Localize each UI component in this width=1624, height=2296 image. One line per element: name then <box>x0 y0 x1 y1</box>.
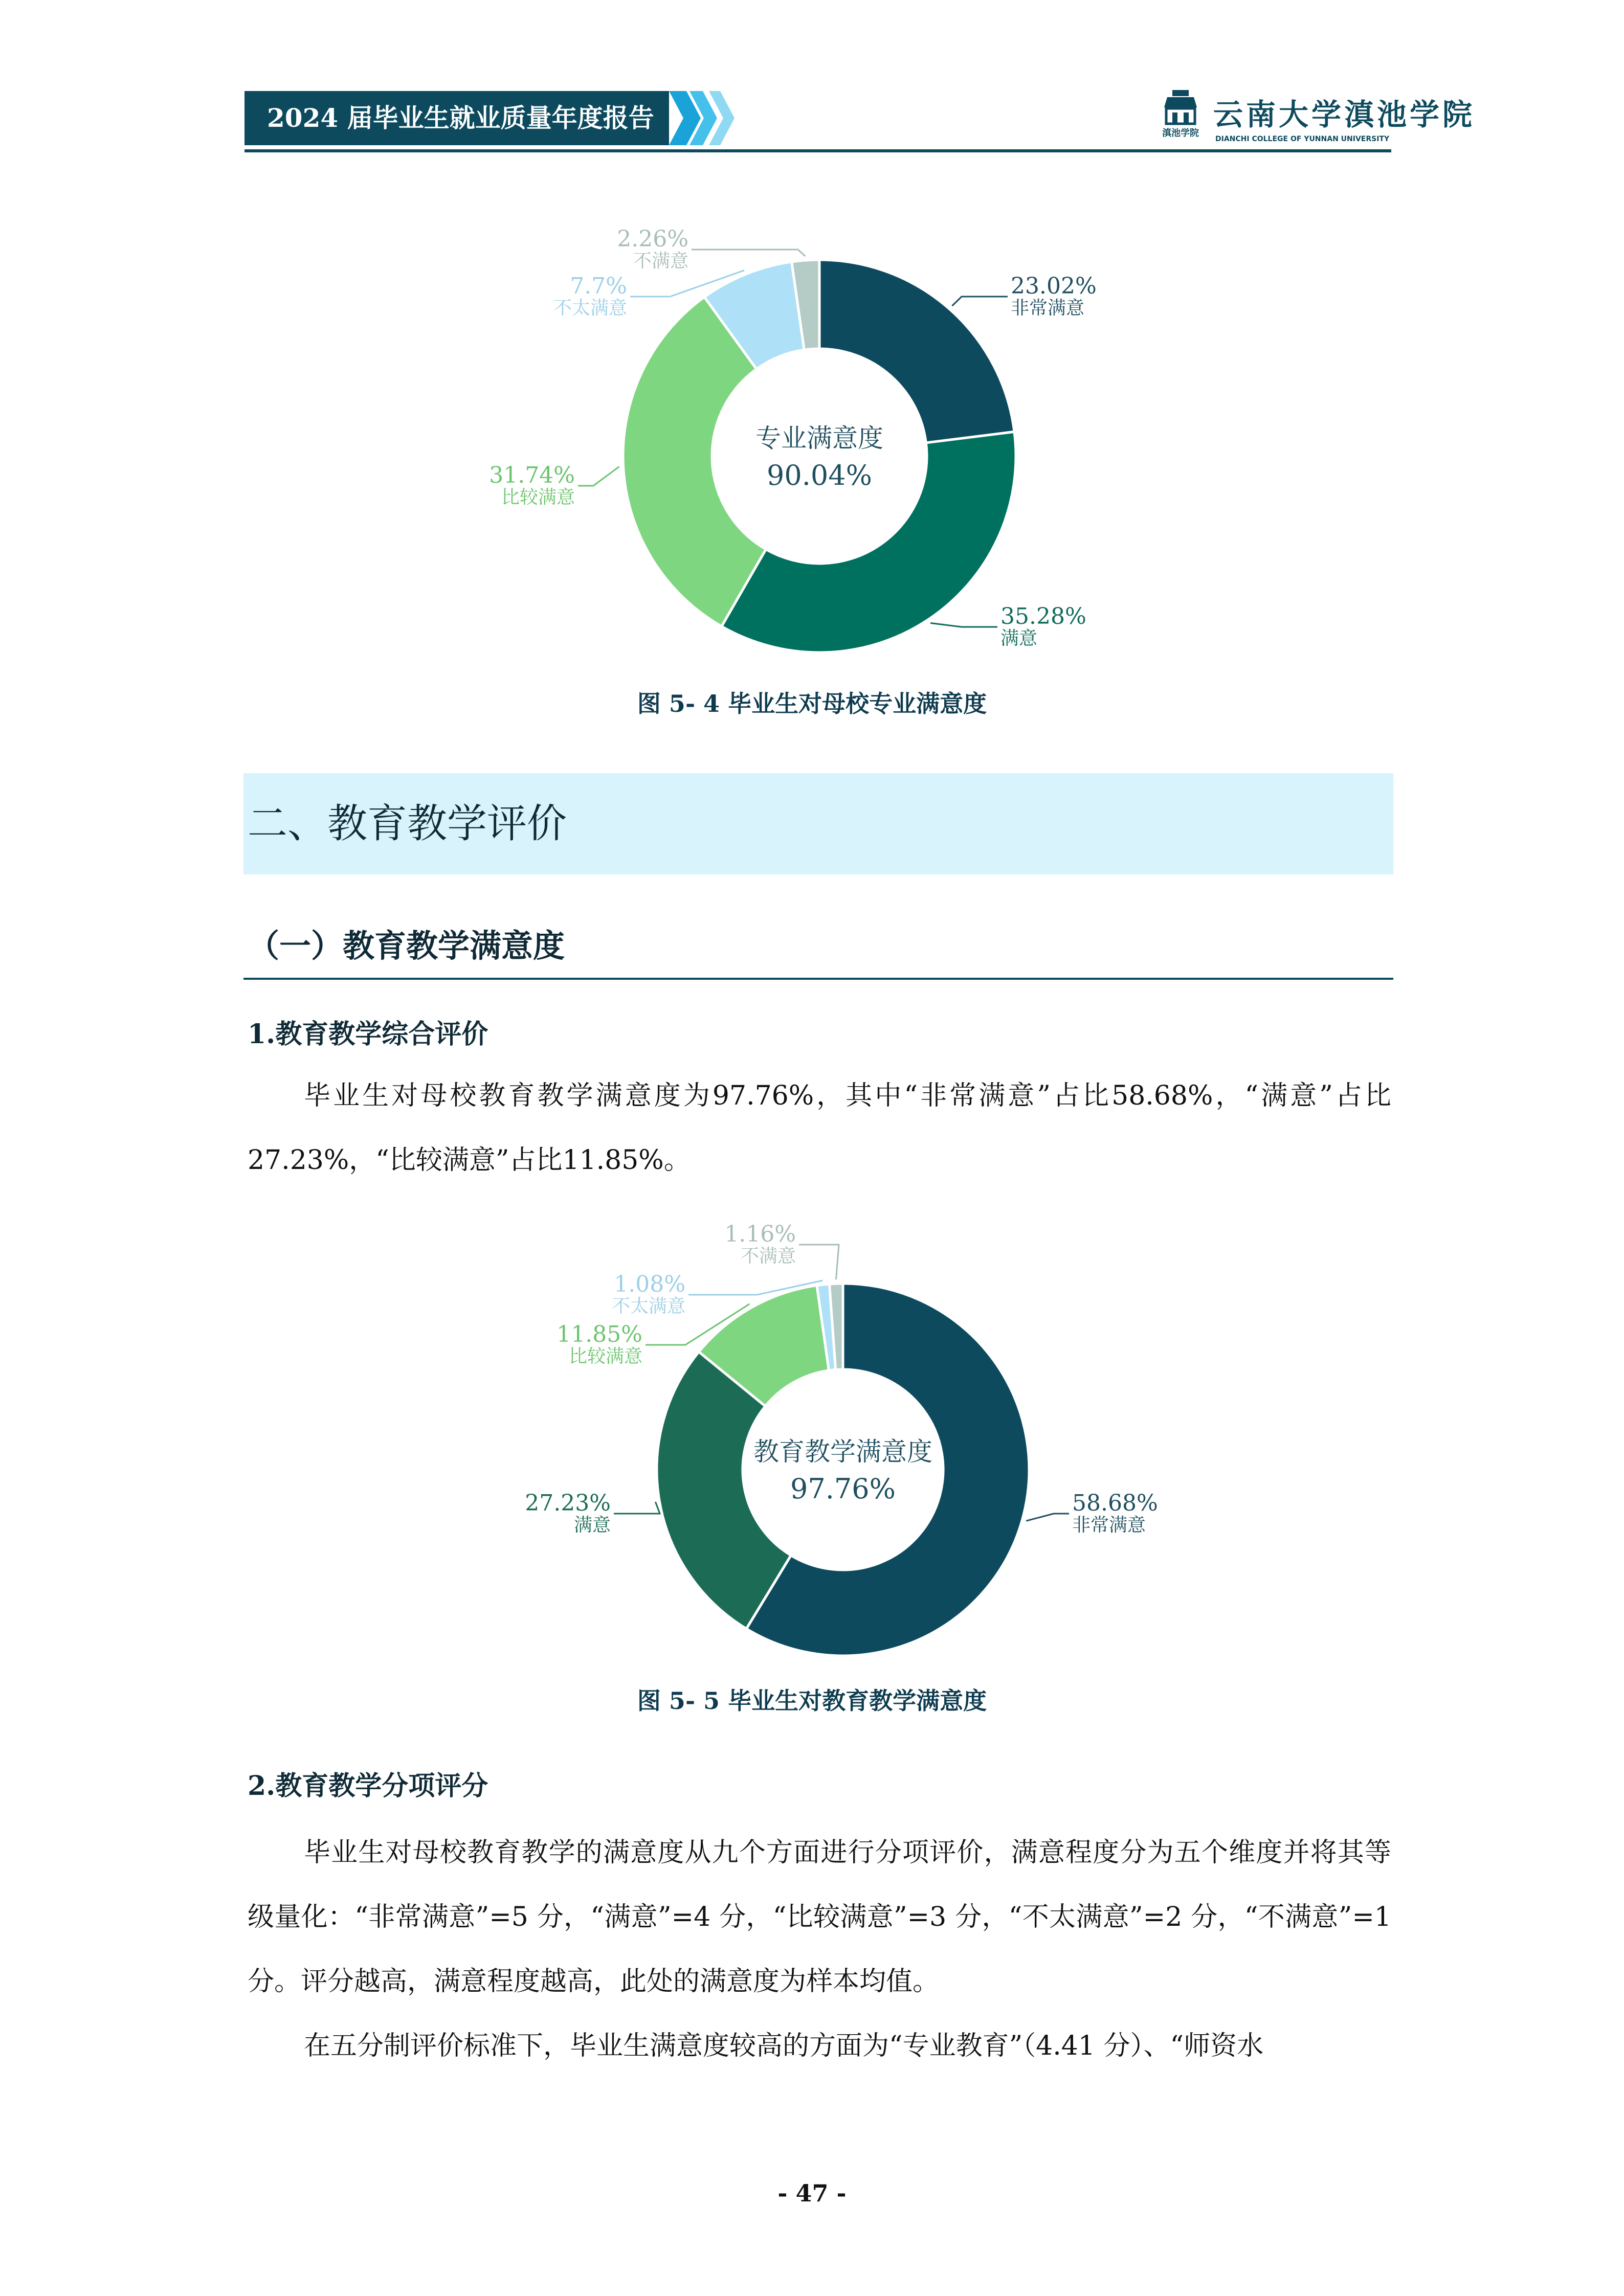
slice-value-label-1: 35.28% <box>1000 603 1086 629</box>
subsection-title: （一）教育教学满意度 <box>248 927 565 964</box>
slice-value-label-3: 7.7% <box>570 273 627 299</box>
donut-center-title: 教育教学满意度 <box>753 1437 932 1467</box>
donut-center-value: 97.76% <box>790 1473 896 1505</box>
section-title: 二、教育教学评价 <box>248 801 567 847</box>
donut-center-value: 90.04% <box>767 459 872 491</box>
slice-value-label-3: 1.08% <box>614 1271 685 1297</box>
report-title: 2024 届毕业生就业质量年度报告 <box>267 103 654 133</box>
slice-category-label-2: 比较满意 <box>568 1346 642 1367</box>
slice-category-label-4: 不满意 <box>740 1246 796 1267</box>
college-english-name: DIANCHI COLLEGE OF YUNNAN UNIVERSITY <box>1215 135 1390 143</box>
page-number: - 47 - <box>777 2179 847 2207</box>
item2-paragraph-1: 毕业生对母校教育教学的满意度从九个方面进行分项评价，满意程度分为五个维度并将其等级量化：“非常满意”=5 分，“满意”=4 分，“比较满意”=3 分，“不太满意”=2 分，“不满意”=1 分。评分越高，满意程度越高，此处的满意度为样本均值。 <box>248 1837 1391 1997</box>
donut-center-title: 专业满意度 <box>755 423 883 453</box>
slice-value-label-1: 27.23% <box>525 1490 611 1516</box>
item1-paragraph: 毕业生对母校教育教学满意度为97.76%，其中“非常满意”占比58.68%，“满意”占比27.23%，“比较满意”占比11.85%。 <box>248 1081 1391 1176</box>
slice-value-label-2: 11.85% <box>557 1321 642 1347</box>
leader-line-4 <box>799 1245 839 1279</box>
item2-heading: 2.教育教学分项评分 <box>248 1770 488 1802</box>
slice-category-label-3: 不太满意 <box>553 298 627 319</box>
slice-value-label-0: 23.02% <box>1011 273 1097 299</box>
slice-category-label-0: 非常满意 <box>1072 1515 1146 1536</box>
slice-category-label-4: 不满意 <box>633 251 688 272</box>
slice-category-label-1: 满意 <box>573 1515 611 1536</box>
leader-line-1 <box>614 1502 660 1514</box>
emblem-caption: 滇池学院 <box>1162 128 1199 139</box>
slice-category-label-1: 满意 <box>1000 628 1038 649</box>
item1-heading: 1.教育教学综合评价 <box>248 1019 488 1050</box>
slice-category-label-3: 不太满意 <box>611 1296 685 1317</box>
slice-category-label-2: 比较满意 <box>501 487 575 508</box>
slice-value-label-2: 31.74% <box>489 462 575 488</box>
figure-caption-5-4: 图 5- 4 毕业生对母校专业满意度 <box>637 690 987 717</box>
slice-value-label-0: 58.68% <box>1072 1490 1158 1516</box>
figure-caption-5-5: 图 5- 5 毕业生对教育教学满意度 <box>637 1687 987 1715</box>
college-name: 云南大学滇池学院 <box>1213 97 1476 132</box>
item2-paragraph-2: 在五分制评价标准下，毕业生满意度较高的方面为“专业教育”（4.41 分）、“师资水 <box>304 2031 1264 2061</box>
slice-value-label-4: 2.26% <box>617 226 688 252</box>
leader-line-0 <box>1026 1514 1069 1521</box>
slice-category-label-0: 非常满意 <box>1011 298 1085 319</box>
slice-value-label-4: 1.16% <box>724 1221 796 1247</box>
